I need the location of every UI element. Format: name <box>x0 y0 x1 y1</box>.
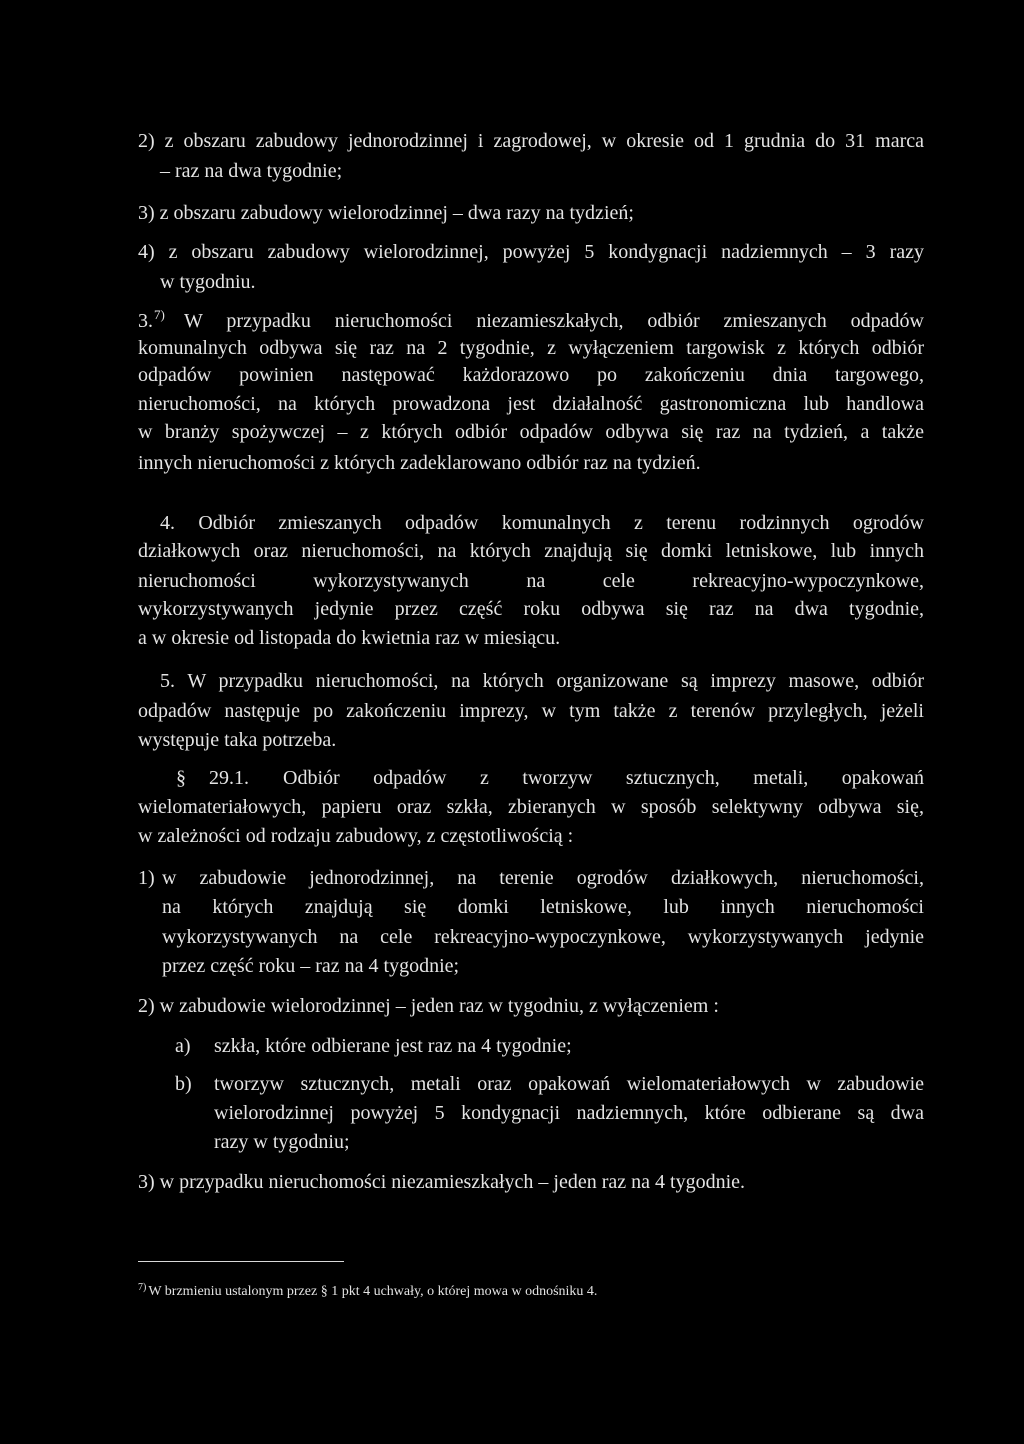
paragraph-number-label: 3. <box>138 310 153 332</box>
text-line: nieruchomości, na których prowadzona jest działalność gastronomiczna lub handlowa <box>138 393 924 415</box>
text-line: szkła, które odbierane jest raz na 4 tygodnie; <box>214 1035 572 1057</box>
text-line: wielorodzinnej powyżej 5 kondygnacji nadziemnych, które odbierane są dwa <box>214 1102 924 1124</box>
text-line: 3) z obszaru zabudowy wielorodzinnej – dwa razy na tydzień; <box>138 202 634 224</box>
text-line: w zabudowie jednorodzinnej, na terenie ogrodów działkowych, nieruchomości, <box>162 867 924 889</box>
text-line: 4) z obszaru zabudowy wielorodzinnej, powyżej 5 kondygnacji nadziemnych – 3 razy <box>138 241 924 263</box>
text-line: 4. Odbiór zmieszanych odpadów komunalnych z terenu rodzinnych ogrodów <box>160 512 924 534</box>
text-line: odpadów powinien następować każdorazowo po zakończeniu dnia targowego, <box>138 364 924 386</box>
text-line: 2) z obszaru zabudowy jednorodzinnej i zagrodowej, w okresie od 1 grudnia do 31 marca <box>138 130 924 152</box>
text-line: Odbiór odpadów z tworzyw sztucznych, metali, opakowań <box>283 767 924 789</box>
text-line: przez część roku – raz na 4 tygodnie; <box>162 955 460 977</box>
text-line: W przypadku nieruchomości niezamieszkałych, odbiór zmieszanych odpadów <box>184 310 924 332</box>
text-line: innych nieruchomości z których zadeklarowano odbiór raz na tydzień. <box>138 452 701 474</box>
text-line: odpadów następuje po zakończeniu imprezy, w tym także z terenów przyległych, jeżeli <box>138 700 924 722</box>
text-line: a w okresie od listopada do kwietnia raz w miesiącu. <box>138 627 561 649</box>
text-line: na których znajdują się domki letniskowe, lub innych nieruchomości <box>162 896 924 918</box>
text-line: wykorzystywanych jedynie przez część roku odbywa się raz na dwa tygodnie, <box>138 598 924 620</box>
item-letter: b) <box>175 1073 192 1095</box>
text-line: komunalnych odbywa się raz na 2 tygodnie, z wyłączeniem targowisk z których odbiór <box>138 337 924 359</box>
text-line: 3) w przypadku nieruchomości niezamieszkałych – jeden raz na 4 tygodnie. <box>138 1171 746 1193</box>
footnote-mark: 7) <box>138 1282 147 1293</box>
text-line: 2) w zabudowie wielorodzinnej – jeden raz w tygodniu, z wyłączeniem : <box>138 995 719 1017</box>
section-number: 29.1. <box>209 767 249 789</box>
text-line: w zależności od rodzaju zabudowy, z częstotliwością : <box>138 825 574 847</box>
footnote <box>138 1283 597 1302</box>
item-number: 1) <box>138 867 155 889</box>
text-line: działkowych oraz nieruchomości, na których znajdują się domki letniskowe, lub innych <box>138 540 924 562</box>
footnote-reference: 7) <box>154 307 165 322</box>
text-line: tworzyw sztucznych, metali oraz opakowań wielomateriałowych w zabudowie <box>214 1073 924 1095</box>
footnote-text: W brzmieniu ustalonym przez § 1 pkt 4 uchwały, o której mowa w odnośniku 4. <box>148 1284 598 1299</box>
text-line: występuje taka potrzeba. <box>138 729 337 751</box>
text-line: – raz na dwa tygodnie; <box>160 160 343 182</box>
text-line: wykorzystywanych na cele rekreacyjno-wypoczynkowe, wykorzystywanych jedynie <box>162 926 924 948</box>
text-line: razy w tygodniu; <box>214 1131 350 1153</box>
item-letter: a) <box>175 1035 191 1057</box>
text-line: w branży spożywczej – z których odbiór odpadów odbywa się raz na tydzień, a także <box>138 421 924 443</box>
text-line: 5. W przypadku nieruchomości, na których organizowane są imprezy masowe, odbiór <box>160 670 924 692</box>
text-line: wielomateriałowych, papieru oraz szkła, zbieranych w sposób selektywny odbywa się, <box>138 796 924 818</box>
text-line: w tygodniu. <box>160 271 256 293</box>
section-sign: § <box>176 767 186 789</box>
footnote-separator <box>138 1261 344 1262</box>
text-line: nieruchomości wykorzystywanych na cele rekreacyjno-wypoczynkowe, <box>138 570 924 592</box>
paragraph-number <box>138 309 178 335</box>
